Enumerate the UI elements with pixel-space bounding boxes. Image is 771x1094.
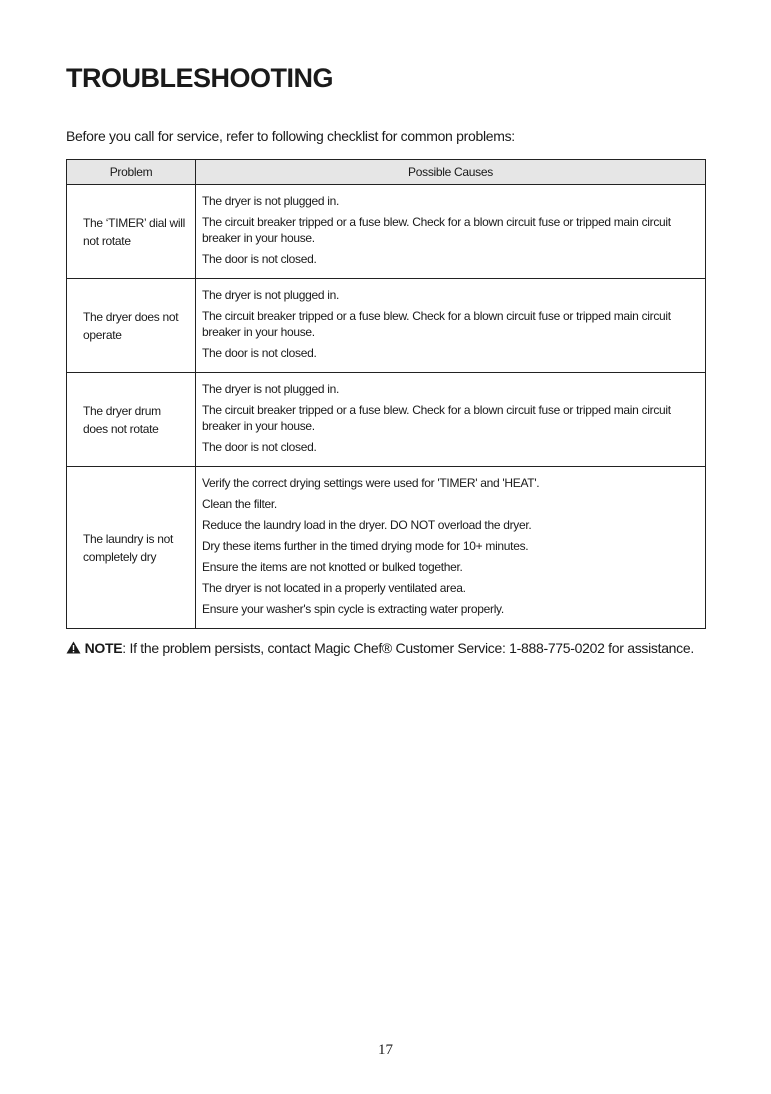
intro-text: Before you call for service, refer to following checklist for common problems: <box>66 128 515 144</box>
cause-item: The dryer is not plugged in. <box>202 382 340 396</box>
cause-item: The circuit breaker tripped or a fuse blew. Check for a blown circuit fuse or tripped main circuit breaker in your house. <box>202 215 671 245</box>
problem-cell: The dryer drum does not rotate <box>67 373 196 467</box>
problem-cell: The dryer does not operate <box>67 279 196 373</box>
cause-item: Verify the correct drying settings were used for 'TIMER' and 'HEAT'. <box>202 476 540 490</box>
problem-cell: The ‘TIMER’ dial will not rotate <box>67 185 196 279</box>
cause-item: The dryer is not plugged in. <box>202 288 340 302</box>
cause-item: Clean the filter. <box>202 497 277 511</box>
cause-item: The dryer is not located in a properly ventilated area. <box>202 581 466 595</box>
troubleshooting-table <box>66 159 706 629</box>
cause-item: Reduce the laundry load in the dryer. DO NOT overload the dryer. <box>202 518 532 532</box>
causes-cell <box>196 467 706 629</box>
header-problem: Problem <box>67 160 196 185</box>
causes-cell <box>196 185 706 279</box>
cause-item: Ensure the items are not knotted or bulked together. <box>202 560 463 574</box>
table-row <box>67 373 706 467</box>
cause-item: The door is not closed. <box>202 252 317 266</box>
page-number: 17 <box>378 1042 393 1058</box>
causes-cell <box>196 279 706 373</box>
note-text: : If the problem persists, contact Magic Chef® Customer Service: 1-888-775-0202 for assistance. <box>122 640 694 656</box>
cause-item: Ensure your washer's spin cycle is extracting water properly. <box>202 602 504 616</box>
warning-icon <box>66 640 81 656</box>
table-row <box>67 185 706 279</box>
cause-item: The door is not closed. <box>202 346 317 360</box>
cause-item: The door is not closed. <box>202 440 317 454</box>
header-possible-causes: Possible Causes <box>196 160 706 185</box>
table-header-row <box>67 160 706 185</box>
page-title: TROUBLESHOOTING <box>66 63 333 93</box>
note <box>66 639 706 657</box>
causes-cell <box>196 373 706 467</box>
cause-item: The circuit breaker tripped or a fuse blew. Check for a blown circuit fuse or tripped main circuit breaker in your house. <box>202 403 671 433</box>
cause-item: The dryer is not plugged in. <box>202 194 340 208</box>
table-row <box>67 467 706 629</box>
problem-cell: The laundry is not completely dry <box>67 467 196 629</box>
table-row <box>67 279 706 373</box>
cause-item: The circuit breaker tripped or a fuse blew. Check for a blown circuit fuse or tripped main circuit breaker in your house. <box>202 309 671 339</box>
cause-item: Dry these items further in the timed drying mode for 10+ minutes. <box>202 539 529 553</box>
note-label: NOTE <box>84 640 123 656</box>
